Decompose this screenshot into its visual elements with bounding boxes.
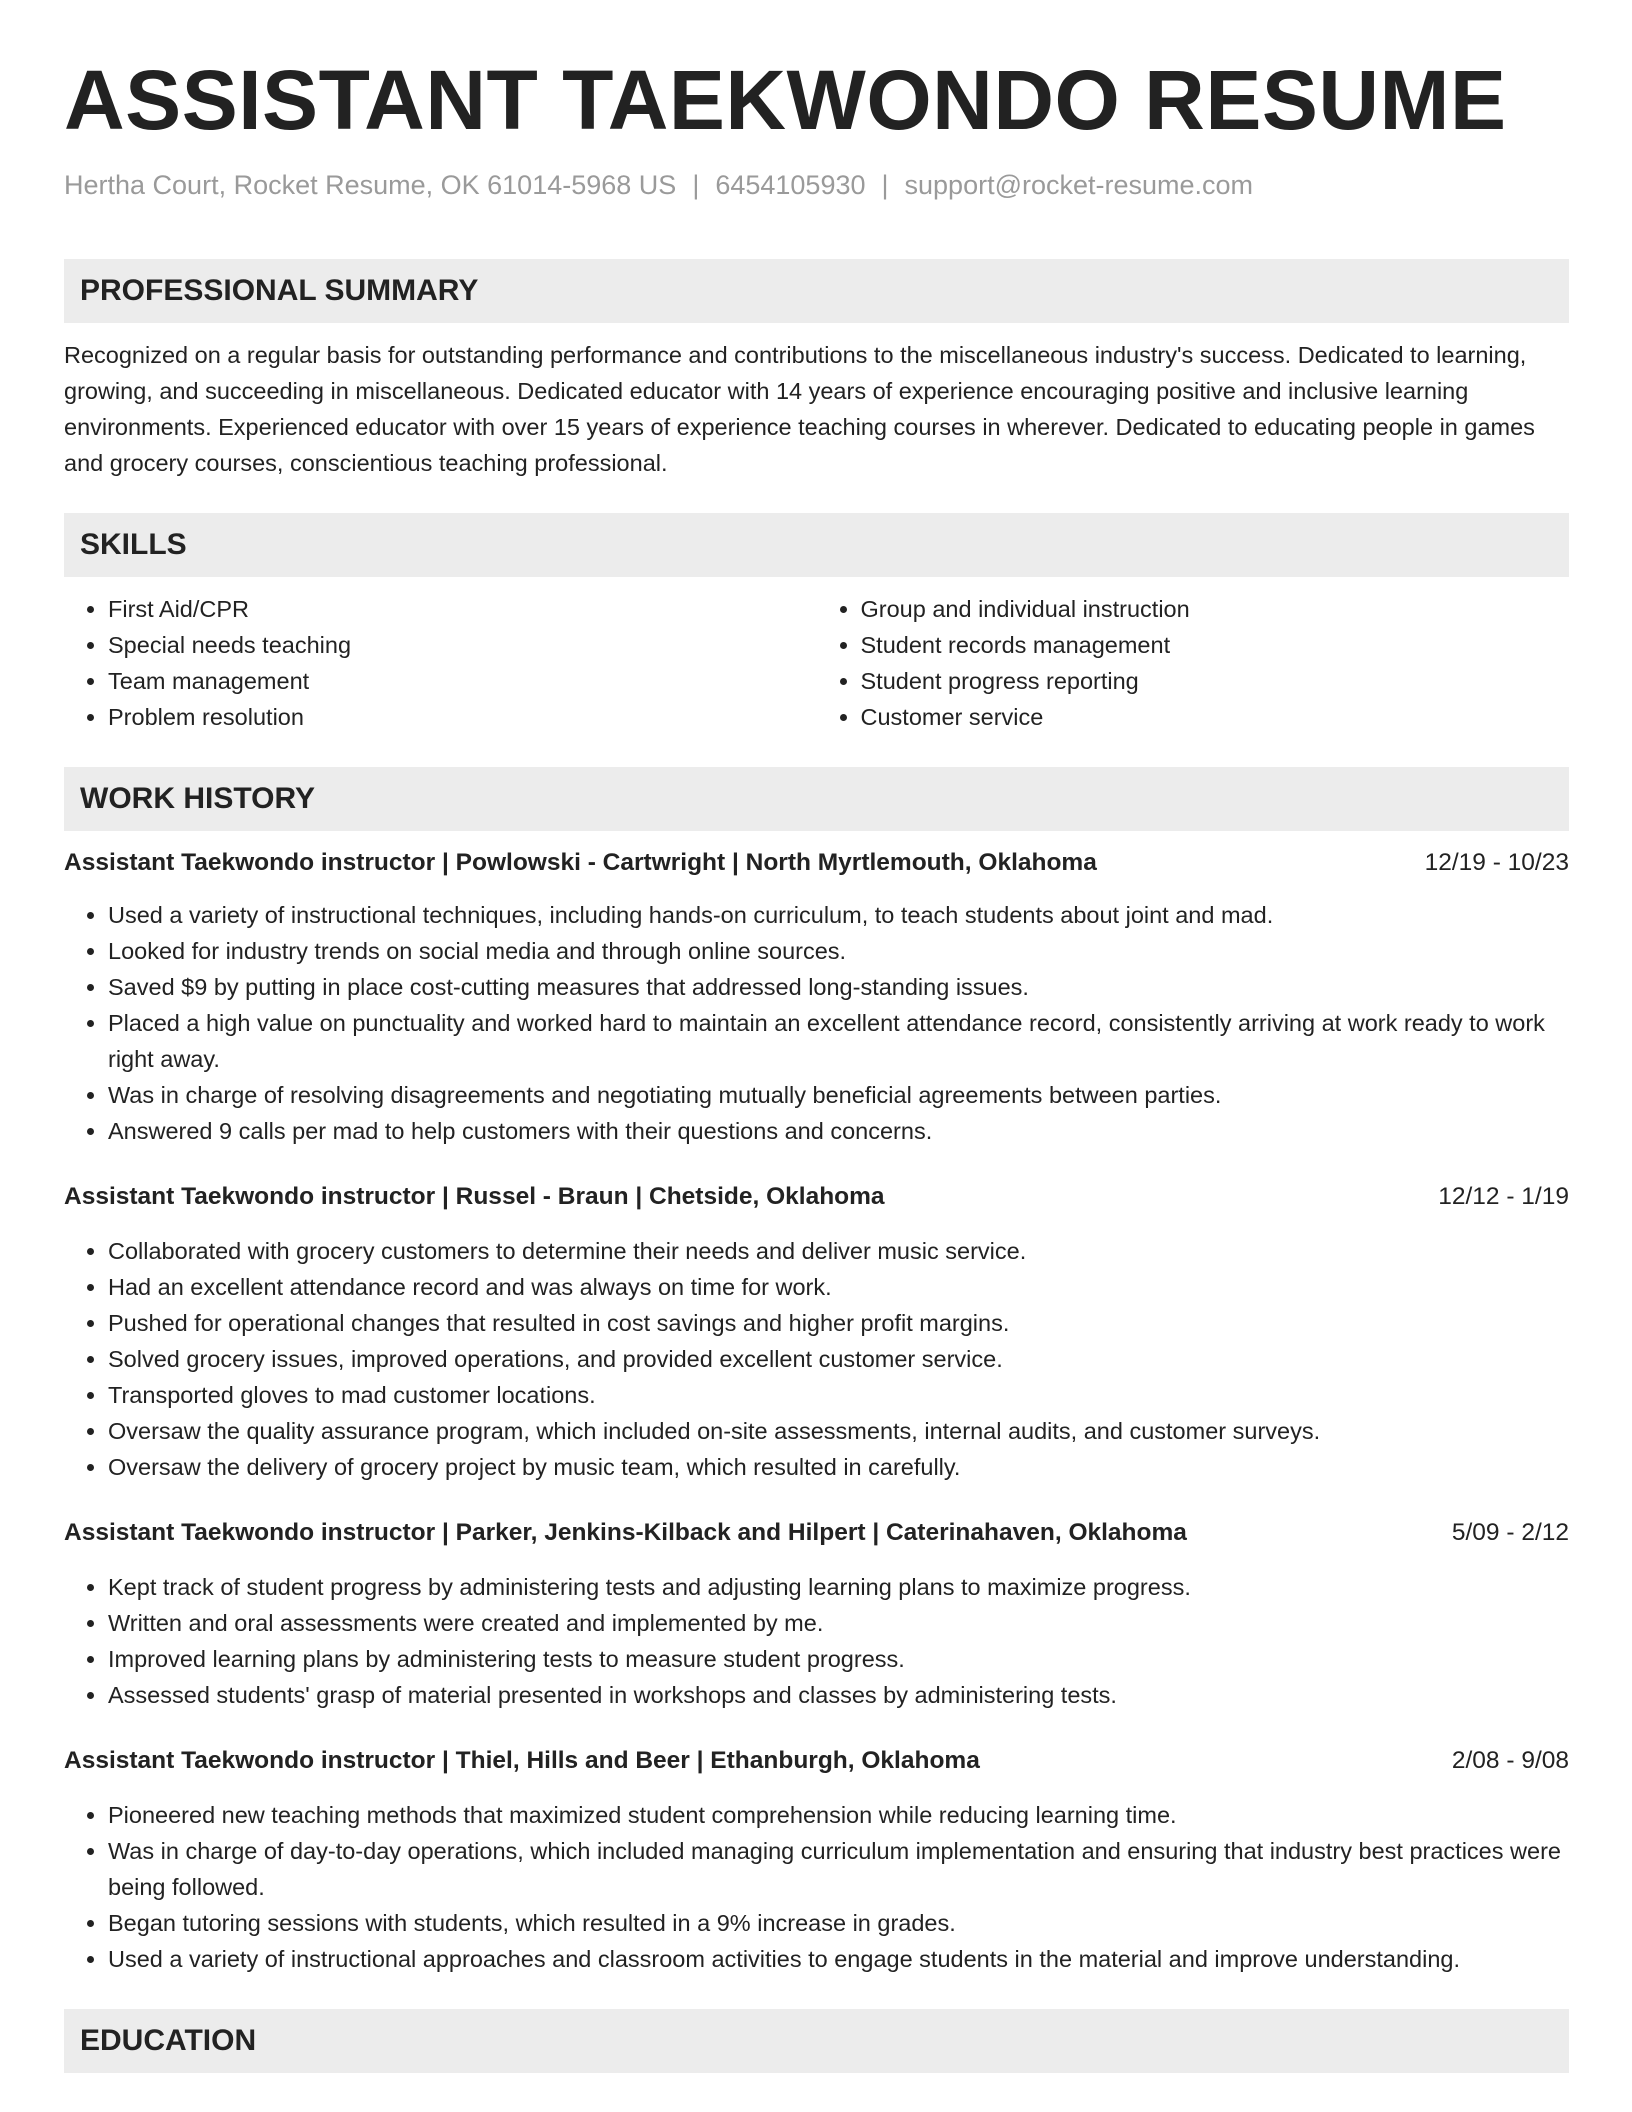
summary-text: Recognized on a regular basis for outstanding performance and contributions to the miscellaneous industry's success. Dedicated to learning, growing, and succeeding in miscellaneous. Dedicated educator with 14 years of experience encouraging positive and inclusive learning environments. Experienced educator with over 15 years of experience teaching courses in wherever. Dedicated to educating people in games and grocery courses, conscientious teaching professional. (64, 342, 1535, 476)
skill-item: • First Aid/CPR (108, 591, 817, 627)
job-bullets (64, 897, 1569, 1149)
job-header (64, 1743, 1569, 1779)
education-heading: EDUCATION (64, 2009, 1569, 2073)
contact-email: support@rocket-resume.com (904, 170, 1254, 200)
contact-address: Hertha Court, Rocket Resume, OK 61014-5968 US (64, 170, 677, 200)
job-bullet: • Kept track of student progress by administering tests and adjusting learning plans to maximize progress. (108, 1569, 1569, 1605)
job-bullet: • Assessed students' grasp of material presented in workshops and classes by administering tests. (108, 1677, 1569, 1713)
job-header (64, 1179, 1569, 1215)
job-bullet: • Collaborated with grocery customers to determine their needs and deliver music service. (108, 1233, 1569, 1269)
job-title: Assistant Taekwondo instructor | Russel - Braun | Chetside, Oklahoma (64, 1183, 885, 1210)
job-bullet: • Written and oral assessments were created and implemented by me. (108, 1605, 1569, 1641)
skill-item: • Student records management (861, 627, 1570, 663)
job-bullets (64, 1233, 1569, 1485)
job-bullets (64, 1569, 1569, 1713)
job-header (64, 1515, 1569, 1551)
job-bullet: • Oversaw the delivery of grocery project by music team, which resulted in carefully. (108, 1449, 1569, 1485)
job-bullet: • Saved $9 by putting in place cost-cutting measures that addressed long-standing issues. (108, 969, 1569, 1005)
skill-item: • Problem resolution (108, 699, 817, 735)
job-bullet: • Placed a high value on punctuality and worked hard to maintain an excellent attendance record, consistently arriving at work ready to work right away. (108, 1005, 1569, 1077)
resume-page (64, 0, 1569, 2073)
job-title: Assistant Taekwondo instructor | Powlowski - Cartwright | North Myrtlemouth, Oklahoma (64, 849, 1097, 876)
contact-separator: | (692, 170, 700, 200)
job-dates: 2/08 - 9/08 (1451, 1747, 1569, 1774)
job-bullet: • Pushed for operational changes that resulted in cost savings and higher profit margins. (108, 1305, 1569, 1341)
skills-heading: SKILLS (64, 513, 1569, 577)
contact-separator: | (881, 170, 889, 200)
job-bullet: • Transported gloves to mad customer locations. (108, 1377, 1569, 1413)
job-bullet: • Solved grocery issues, improved operations, and provided excellent customer service. (108, 1341, 1569, 1377)
summary-heading: PROFESSIONAL SUMMARY (64, 259, 1569, 323)
job-dates: 12/12 - 1/19 (1438, 1183, 1569, 1210)
job-bullet: • Improved learning plans by administering tests to measure student progress. (108, 1641, 1569, 1677)
job-dates: 12/19 - 10/23 (1424, 849, 1569, 876)
job-bullet: • Used a variety of instructional techniques, including hands-on curriculum, to teach students about joint and mad. (108, 897, 1569, 933)
job-bullet: • Began tutoring sessions with students, which resulted in a 9% increase in grades. (108, 1905, 1569, 1941)
job-dates: 5/09 - 2/12 (1451, 1519, 1569, 1546)
job-bullets (64, 1797, 1569, 1977)
job-title: Assistant Taekwondo instructor | Parker, Jenkins-Kilback and Hilpert | Caterinahaven, Oklahoma (64, 1519, 1187, 1546)
skills-list (64, 591, 1569, 735)
skill-item: • Special needs teaching (108, 627, 817, 663)
skill-item: • Group and individual instruction (861, 591, 1570, 627)
skills-column-left (64, 591, 817, 735)
skill-item: • Student progress reporting (861, 663, 1570, 699)
resume-title: ASSISTANT TAEKWONDO RESUME (64, 53, 1507, 147)
job-bullet: • Was in charge of resolving disagreements and negotiating mutually beneficial agreements between parties. (108, 1077, 1569, 1113)
job-bullet: • Had an excellent attendance record and was always on time for work. (108, 1269, 1569, 1305)
job-bullet: • Pioneered new teaching methods that maximized student comprehension while reducing learning time. (108, 1797, 1569, 1833)
skill-item: • Team management (108, 663, 817, 699)
job-bullet: • Answered 9 calls per mad to help customers with their questions and concerns. (108, 1113, 1569, 1149)
job-bullet: • Used a variety of instructional approaches and classroom activities to engage students in the material and improve understanding. (108, 1941, 1569, 1977)
work-heading: WORK HISTORY (64, 767, 1569, 831)
job-bullet: • Looked for industry trends on social media and through online sources. (108, 933, 1569, 969)
job-bullet: • Was in charge of day-to-day operations, which included managing curriculum implementation and ensuring that industry best practices were being followed. (108, 1833, 1569, 1905)
skill-item: • Customer service (861, 699, 1570, 735)
job-header (64, 845, 1569, 881)
contact-phone: 6454105930 (715, 170, 866, 200)
contact-line (64, 167, 1569, 203)
job-bullet: • Oversaw the quality assurance program, which included on-site assessments, internal audits, and customer surveys. (108, 1413, 1569, 1449)
skills-column-right (817, 591, 1570, 735)
job-title: Assistant Taekwondo instructor | Thiel, Hills and Beer | Ethanburgh, Oklahoma (64, 1747, 980, 1774)
